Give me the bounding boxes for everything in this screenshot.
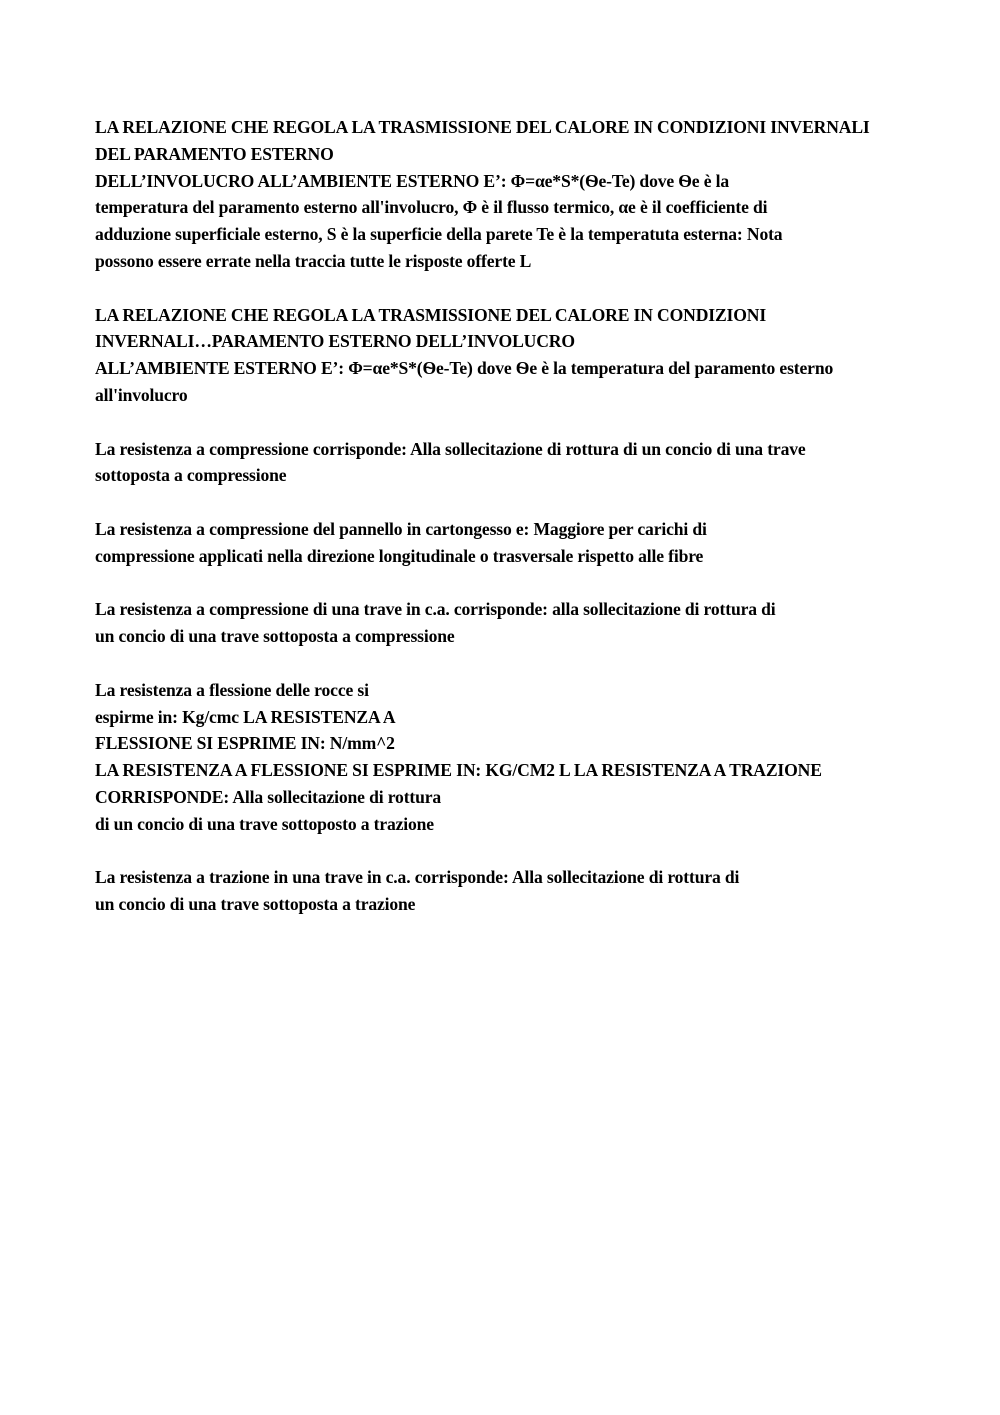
text-line: La resistenza a compressione corrisponde: Alla sollecitazione di rottura di un concio di una trave (95, 438, 806, 459)
text-line: di un concio di una trave sottoposto a trazione (95, 813, 434, 834)
paragraph-heat-transmission-full (95, 114, 1000, 275)
text-line: LA RELAZIONE CHE REGOLA LA TRASMISSIONE DEL CALORE IN CONDIZIONI INVERNALI (95, 117, 870, 137)
paragraph-plasterboard-compression (95, 516, 1000, 570)
text-line: FLESSIONE SI ESPRIME IN: N/mm^2 (95, 733, 395, 754)
text-line: temperatura del paramento esterno all'involucro, Φ è il flusso termico, αe è il coefficiente di (95, 197, 768, 218)
text-line: La resistenza a flessione delle rocce si (95, 679, 369, 700)
paragraph-beam-compression (95, 596, 1000, 650)
text-line: espirme in: Kg/cmc LA RESISTENZA A (95, 706, 396, 727)
paragraph-beam-tension (95, 864, 1000, 918)
paragraph-flexural-resistance (95, 677, 1000, 838)
text-line: DEL PARAMENTO ESTERNO (95, 143, 334, 164)
text-line: compressione applicati nella direzione longitudinale o trasversale rispetto alle fibre (95, 545, 704, 566)
paragraph-compression-resistance (95, 436, 1000, 490)
text-line: un concio di una trave sottoposta a compressione (95, 626, 455, 647)
text-line: LA RELAZIONE CHE REGOLA LA TRASMISSIONE DEL CALORE IN CONDIZIONI (95, 304, 767, 325)
text-line: possono essere errate nella traccia tutte le risposte offerte L (95, 250, 532, 271)
text-line: un concio di una trave sottoposta a trazione (95, 894, 416, 915)
paragraph-heat-transmission-short (95, 302, 1000, 409)
text-line: ALL’AMBIENTE ESTERNO E’: Φ=αe*S*(Ѳe-Te) dove Ѳe è la temperatura del paramento esterno (95, 358, 834, 379)
text-line: La resistenza a compressione del pannello in cartongesso e: Maggiore per carichi di (95, 518, 707, 539)
document-body (95, 114, 1000, 945)
text-line: all'involucro (95, 384, 188, 405)
text-line: sottoposta a compressione (95, 465, 287, 486)
text-line: INVERNALI…PARAMENTO ESTERNO DELL’INVOLUCRO (95, 331, 575, 352)
text-line: DELL’INVOLUCRO ALL’AMBIENTE ESTERNO E’: Φ=αe*S*(Ѳe-Te) dove Ѳe è la (95, 170, 730, 191)
text-line: La resistenza a compressione di una trave in c.a. corrisponde: alla sollecitazione di rottura di (95, 599, 776, 620)
text-line: adduzione superficiale esterno, S è la superficie della parete Te è la temperatuta esterna: Nota (95, 224, 783, 245)
text-line: LA RESISTENZA A FLESSIONE SI ESPRIME IN: KG/CM2 L LA RESISTENZA A TRAZIONE (95, 760, 822, 781)
text-line: La resistenza a trazione in una trave in c.a. corrisponde: Alla sollecitazione di rottura di (95, 867, 740, 888)
text-line: CORRISPONDE: Alla sollecitazione di rottura (95, 786, 442, 807)
